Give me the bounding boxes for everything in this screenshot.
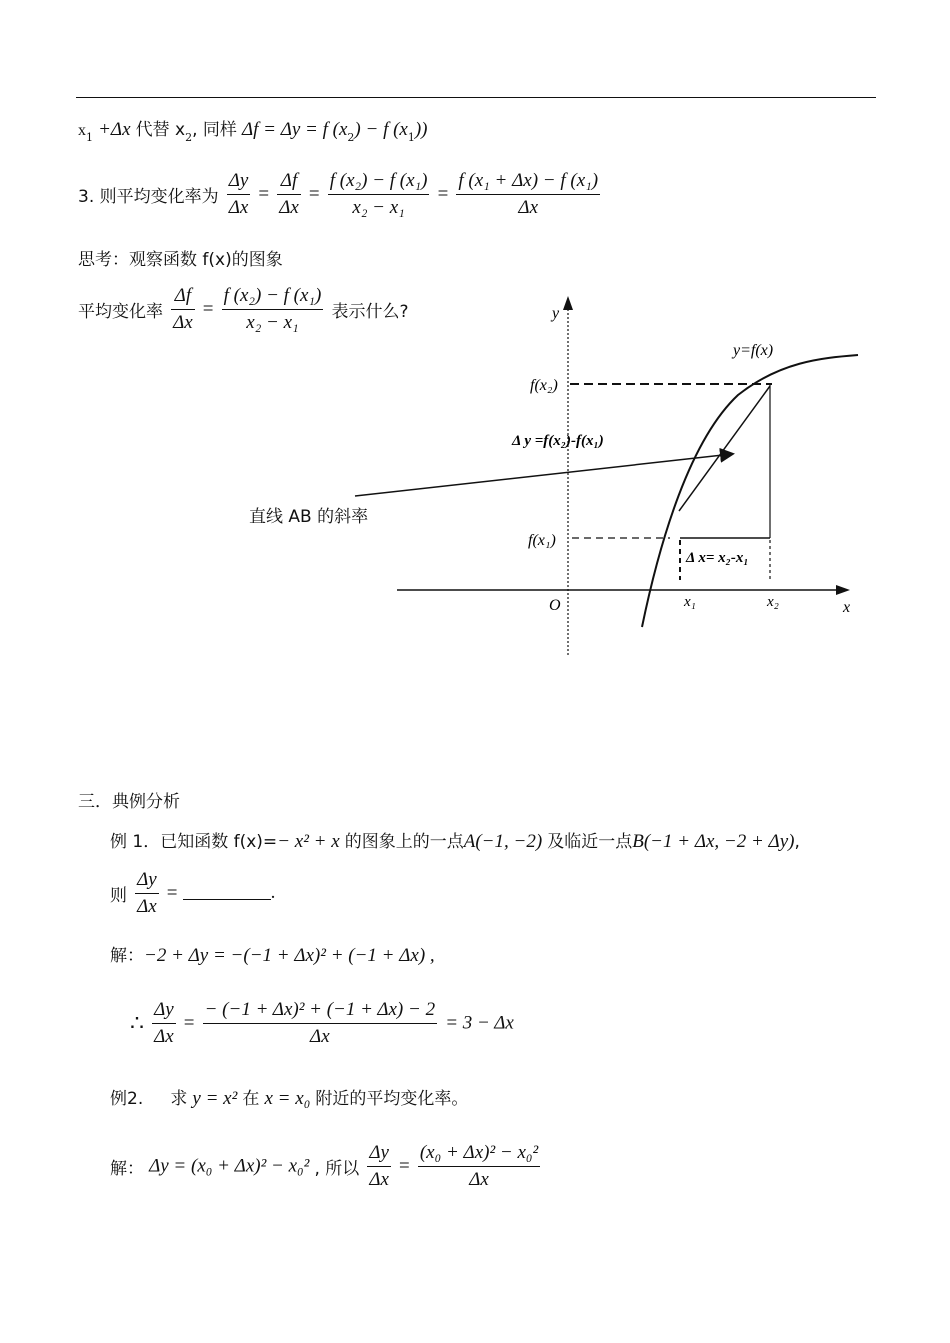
fraction-difference-quotient: $\frac{\text{f (x₂) − f (x₁)}}{\text{x₂ − x₁}}$	[329, 170, 428, 218]
slope-label: 直线 AB 的斜率	[249, 507, 369, 527]
dx-label: Δ x= x₂-x₁	[686, 550, 749, 566]
delta-formula-b: ) − f (x	[354, 119, 408, 140]
question-line: 平均变化率 $\frac{\Delta f}{\Delta x}$ = $\frac{\text{f (x₂) − f (x₁)}}{\text{x₂ − x₁}}$ 表示什么?	[78, 283, 408, 336]
example2-statement	[110, 1084, 468, 1110]
delta-formula-sub2: 1	[407, 131, 415, 144]
therefore-symbol: ∴	[130, 1010, 144, 1036]
question-prefix: 平均变化率	[78, 302, 163, 322]
solution2-label: 解：	[110, 1159, 144, 1179]
think-prompt: 思考：观察函数 f(x)的图象	[78, 250, 283, 270]
example2-text-b: 在	[242, 1089, 260, 1109]
example1-text-a: 例 1．已知函数 f(x)=	[110, 832, 278, 852]
dy-label: Δ y =f(x₂)-f(x₁)	[512, 433, 604, 449]
solution2-quotient: $\frac{\text{(x₀ + Δx)² − x₀²}}{\Delta x}$	[419, 1142, 539, 1190]
slope-pointer	[355, 454, 732, 496]
sub-text-index: 2	[185, 131, 193, 144]
delta-formula-c: ))	[414, 119, 428, 140]
example1-function: − x² + x	[277, 831, 340, 852]
origin-label: O	[549, 597, 561, 614]
delta-formula-a: Δf = Δy = f (x	[241, 119, 348, 140]
example1-statement	[110, 827, 800, 853]
solution2-dy-dx: $\frac{\Delta y}{\Delta x}$	[369, 1142, 389, 1190]
average-rate-definition: 3. 则平均变化率为 $\frac{\Delta y}{\Delta x}$ = $\frac{\Delta f}{\Delta x}$ = $\frac{\text{f (x₂) − f (x₁)}}{\text{x₂ − x₁}}$ = $\frac{\text{f (x₁ + Δx) − f (x₁)}}{\Delta x}$	[78, 168, 603, 221]
delta-formula-sub1: 2	[347, 131, 355, 144]
y-axis-label: y	[552, 305, 560, 322]
solution1-line2: ∴ $\frac{\Delta y}{\Delta x}$ = $\frac{\text{− (−1 + Δx)² + (−1 + Δx) − 2}}{\Delta x}$ = 3 − Δx	[130, 997, 514, 1050]
function-curve	[642, 355, 858, 627]
question-suffix: 表示什么?	[331, 302, 409, 322]
example2-text-a: 求	[170, 1089, 188, 1109]
solution2-text: , 所以	[314, 1159, 360, 1179]
sub-delta: +Δx	[98, 119, 131, 140]
fx1-label: f(x₁)	[528, 532, 556, 549]
example1-comma: ,	[794, 832, 800, 852]
solution1-line1	[110, 941, 435, 967]
example2-label: 例2.	[110, 1089, 144, 1109]
example2-function: y = x²	[192, 1088, 238, 1109]
x1-tick-label: x₁	[684, 594, 696, 610]
curve-label: y=f(x)	[733, 342, 774, 359]
example1-question: 则 $\frac{\Delta y}{\Delta x}$ = .	[110, 867, 275, 920]
solution1-expanded: $\frac{\text{− (−1 + Δx)² + (−1 + Δx) − 2}}{\Delta x}$	[204, 999, 436, 1047]
question-fraction-df-dx: $\frac{\Delta f}{\Delta x}$	[173, 285, 193, 333]
fraction-df-dx: $\frac{\Delta f}{\Delta x}$	[279, 170, 299, 218]
fraction-increment-form: $\frac{\text{f (x₁ + Δx) − f (x₁)}}{\Delta x}$	[458, 170, 599, 218]
secant-line	[679, 386, 770, 511]
solution1-dy-dx: $\frac{\Delta y}{\Delta x}$	[154, 999, 174, 1047]
sub-text2: , 同样	[192, 120, 237, 140]
answer-blank	[183, 881, 271, 900]
example1-then: 则	[110, 886, 127, 906]
x-axis-label: x	[843, 599, 851, 616]
question-fraction-difference: $\frac{\text{f (x₂) − f (x₁)}}{\text{x₂ − x₁}}$	[223, 285, 322, 333]
example1-text-b: 的图象上的一点	[344, 832, 464, 852]
example1-point-b: B(−1 + Δx, −2 + Δy)	[632, 831, 795, 852]
sub-var: x	[78, 122, 86, 139]
example1-text-c: 及临近一点	[547, 832, 633, 852]
solution2: 解： Δy = (x₀ + Δx)² − x₀² , 所以 $\frac{\Delta y}{\Delta x}$ = $\frac{\text{(x₀ + Δx)² − x₀²}}{\Delta x}$	[110, 1140, 543, 1193]
x-axis-arrow-icon	[836, 585, 850, 595]
solution1-result: = 3 − Δx	[445, 1012, 514, 1034]
fx2-label: f(x₂)	[530, 377, 558, 394]
example2-point: x = x₀	[264, 1088, 311, 1109]
example2-text-c: 附近的平均变化率。	[315, 1089, 469, 1109]
x2-tick-label: x₂	[767, 594, 779, 610]
y-axis-arrow-icon	[563, 296, 573, 310]
example1-quotient: $\frac{\Delta y}{\Delta x}$	[137, 869, 157, 917]
section-title: 三．典例分析	[78, 792, 180, 812]
solution1-label: 解：	[110, 946, 144, 966]
sub-var-index: 1	[86, 131, 93, 144]
fraction-dy-dx: $\frac{\Delta y}{\Delta x}$	[228, 170, 249, 218]
solution2-dy: Δy = (x₀ + Δx)² − x₀²	[149, 1155, 310, 1177]
item3-label: 3. 则平均变化率为	[78, 187, 219, 207]
solution1-equation: −2 + Δy = −(−1 + Δx)² + (−1 + Δx) ,	[144, 945, 435, 966]
example1-point-a: A(−1, −2)	[463, 831, 543, 852]
sub-text: 代替 x	[135, 120, 186, 140]
